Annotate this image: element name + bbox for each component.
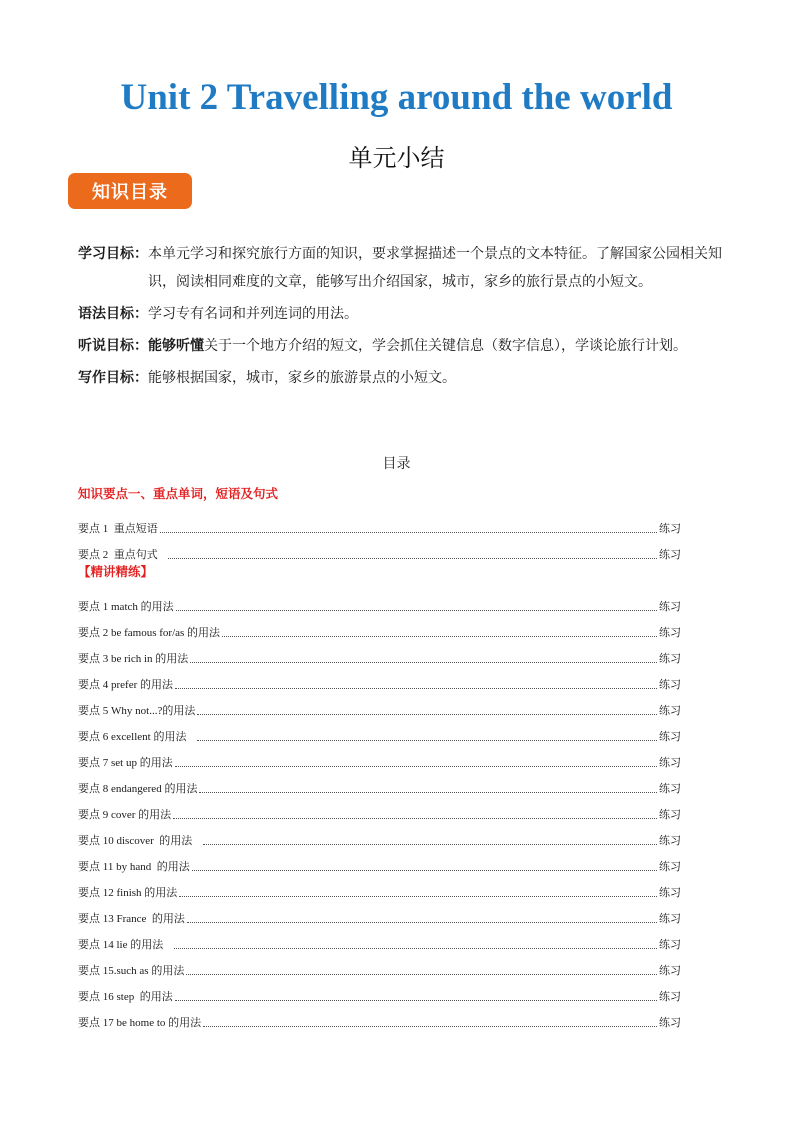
toc-entry-title: 要点 2 重点句式 [78, 549, 166, 561]
toc-entry[interactable] [78, 666, 681, 692]
toc-entry-page: 练习 [659, 626, 681, 639]
toc-entry-page: 练习 [659, 704, 681, 717]
toc-entry-title: 要点 14 lie 的用法 [78, 939, 172, 951]
toc-dot-leader [192, 869, 657, 871]
toc-entry[interactable] [78, 614, 681, 640]
toc-dot-leader [160, 531, 657, 533]
toc-section-2-list [78, 588, 681, 1030]
toc-entry-title: 要点 3 be rich in 的用法 [78, 653, 189, 665]
toc-dot-leader [190, 661, 657, 663]
toc-dot-leader [222, 635, 657, 637]
toc-heading: 目录 [382, 456, 411, 472]
goal-text: 本单元学习和探究旅行方面的知识，要求掌握描述一个景点的文本特征。了解国家公园相关知识，阅读相同难度的文章，能够写出介绍国家，城市，家乡的旅行景点的小短文。 [148, 246, 722, 290]
toc-entry-page: 练习 [659, 678, 681, 691]
toc-entry-title: 要点 12 finish 的用法 [78, 887, 178, 899]
toc-dot-leader [173, 817, 657, 819]
goal-grammar [78, 300, 723, 328]
toc-entry-page: 练习 [659, 600, 681, 613]
toc-entry[interactable] [78, 952, 681, 978]
table-of-contents [78, 484, 681, 1030]
toc-entry-title: 要点 2 be famous for/as 的用法 [78, 627, 221, 639]
toc-entry-page: 练习 [659, 938, 681, 951]
toc-entry[interactable] [78, 588, 681, 614]
toc-entry[interactable] [78, 640, 681, 666]
toc-entry-title: 要点 16 step 的用法 [78, 991, 173, 1003]
toc-entry-title: 要点 15.such as 的用法 [78, 965, 185, 977]
toc-entry-page: 练习 [659, 886, 681, 899]
goal-label: 写作目标： [78, 370, 148, 386]
goal-text-bold: 能够听懂 [148, 338, 204, 354]
toc-entry-title: 要点 6 excellent 的用法 [78, 731, 195, 743]
goal-label: 听说目标： [78, 338, 148, 354]
toc-entry-title: 要点 5 Why not...?的用法 [78, 705, 196, 717]
toc-dot-leader [203, 843, 657, 845]
document-subtitle: 单元小结 [348, 144, 445, 172]
goal-text: 关于一个地方介绍的短文，学会抓住关键信息（数字信息），学谈论旅行计划。 [204, 338, 687, 354]
toc-entry-title: 要点 1 重点短语 [78, 523, 158, 535]
toc-entry[interactable] [78, 926, 681, 952]
toc-entry-page: 练习 [659, 834, 681, 847]
toc-dot-leader [175, 765, 657, 767]
toc-entry-title: 要点 8 endangered 的用法 [78, 783, 198, 795]
toc-entry-title: 要点 17 be home to 的用法 [78, 1017, 202, 1029]
toc-entry-title: 要点 4 prefer 的用法 [78, 679, 174, 691]
toc-entry-page: 练习 [659, 782, 681, 795]
toc-dot-leader [174, 947, 658, 949]
toc-entry[interactable] [78, 822, 681, 848]
toc-entry[interactable] [78, 796, 681, 822]
toc-entry-page: 练习 [659, 808, 681, 821]
toc-dot-leader [197, 739, 657, 741]
toc-dot-leader [175, 999, 657, 1001]
toc-entry-page: 练习 [659, 652, 681, 665]
goal-text-wrapper [148, 332, 723, 360]
goal-label: 语法目标： [78, 306, 148, 322]
goal-writing [78, 364, 723, 392]
toc-entry-page: 练习 [659, 990, 681, 1003]
toc-section-heading: 【精讲精练】 [78, 564, 154, 579]
knowledge-catalog-badge: 知识目录 [68, 173, 192, 209]
toc-entry[interactable] [78, 874, 681, 900]
toc-entry-page: 练习 [659, 912, 681, 925]
toc-entry[interactable] [78, 770, 681, 796]
toc-entry-title: 要点 13 France 的用法 [78, 913, 185, 925]
toc-dot-leader [199, 791, 657, 793]
toc-dot-leader [168, 557, 657, 559]
toc-entry[interactable] [78, 536, 681, 562]
toc-entry-page: 练习 [659, 522, 681, 535]
toc-entry[interactable] [78, 978, 681, 1004]
toc-entry[interactable] [78, 510, 681, 536]
toc-section-heading: 知识要点一、重点单词，短语及句式 [78, 486, 279, 501]
toc-section-1-list [78, 510, 681, 562]
toc-entry[interactable] [78, 900, 681, 926]
toc-entry-page: 练习 [659, 548, 681, 561]
goal-text: 学习专有名词和并列连词的用法。 [148, 306, 358, 322]
goal-text: 能够根据国家，城市，家乡的旅游景点的小短文。 [148, 370, 456, 386]
toc-entry[interactable] [78, 744, 681, 770]
toc-entry[interactable] [78, 1004, 681, 1030]
toc-dot-leader [179, 895, 657, 897]
toc-entry-page: 练习 [659, 730, 681, 743]
toc-entry-title: 要点 10 discover 的用法 [78, 835, 201, 847]
toc-dot-leader [176, 609, 657, 611]
goal-study [78, 240, 723, 296]
toc-entry-title: 要点 11 by hand 的用法 [78, 861, 190, 873]
goal-label: 学习目标： [78, 246, 148, 262]
toc-entry-title: 要点 1 match 的用法 [78, 601, 174, 613]
toc-dot-leader [186, 973, 657, 975]
toc-entry-page: 练习 [659, 964, 681, 977]
toc-entry[interactable] [78, 718, 681, 744]
toc-dot-leader [175, 687, 657, 689]
toc-entry-page: 练习 [659, 756, 681, 769]
toc-entry-page: 练习 [659, 860, 681, 873]
toc-entry-title: 要点 9 cover 的用法 [78, 809, 172, 821]
document-title: Unit 2 Travelling around the world [120, 77, 673, 118]
toc-entry[interactable] [78, 692, 681, 718]
toc-dot-leader [197, 713, 657, 715]
toc-entry-page: 练习 [659, 1016, 681, 1029]
toc-dot-leader [187, 921, 657, 923]
toc-dot-leader [203, 1025, 657, 1027]
toc-entry[interactable] [78, 848, 681, 874]
learning-goals [78, 240, 723, 396]
goal-listening-speaking [78, 332, 723, 360]
toc-entry-title: 要点 7 set up 的用法 [78, 757, 173, 769]
